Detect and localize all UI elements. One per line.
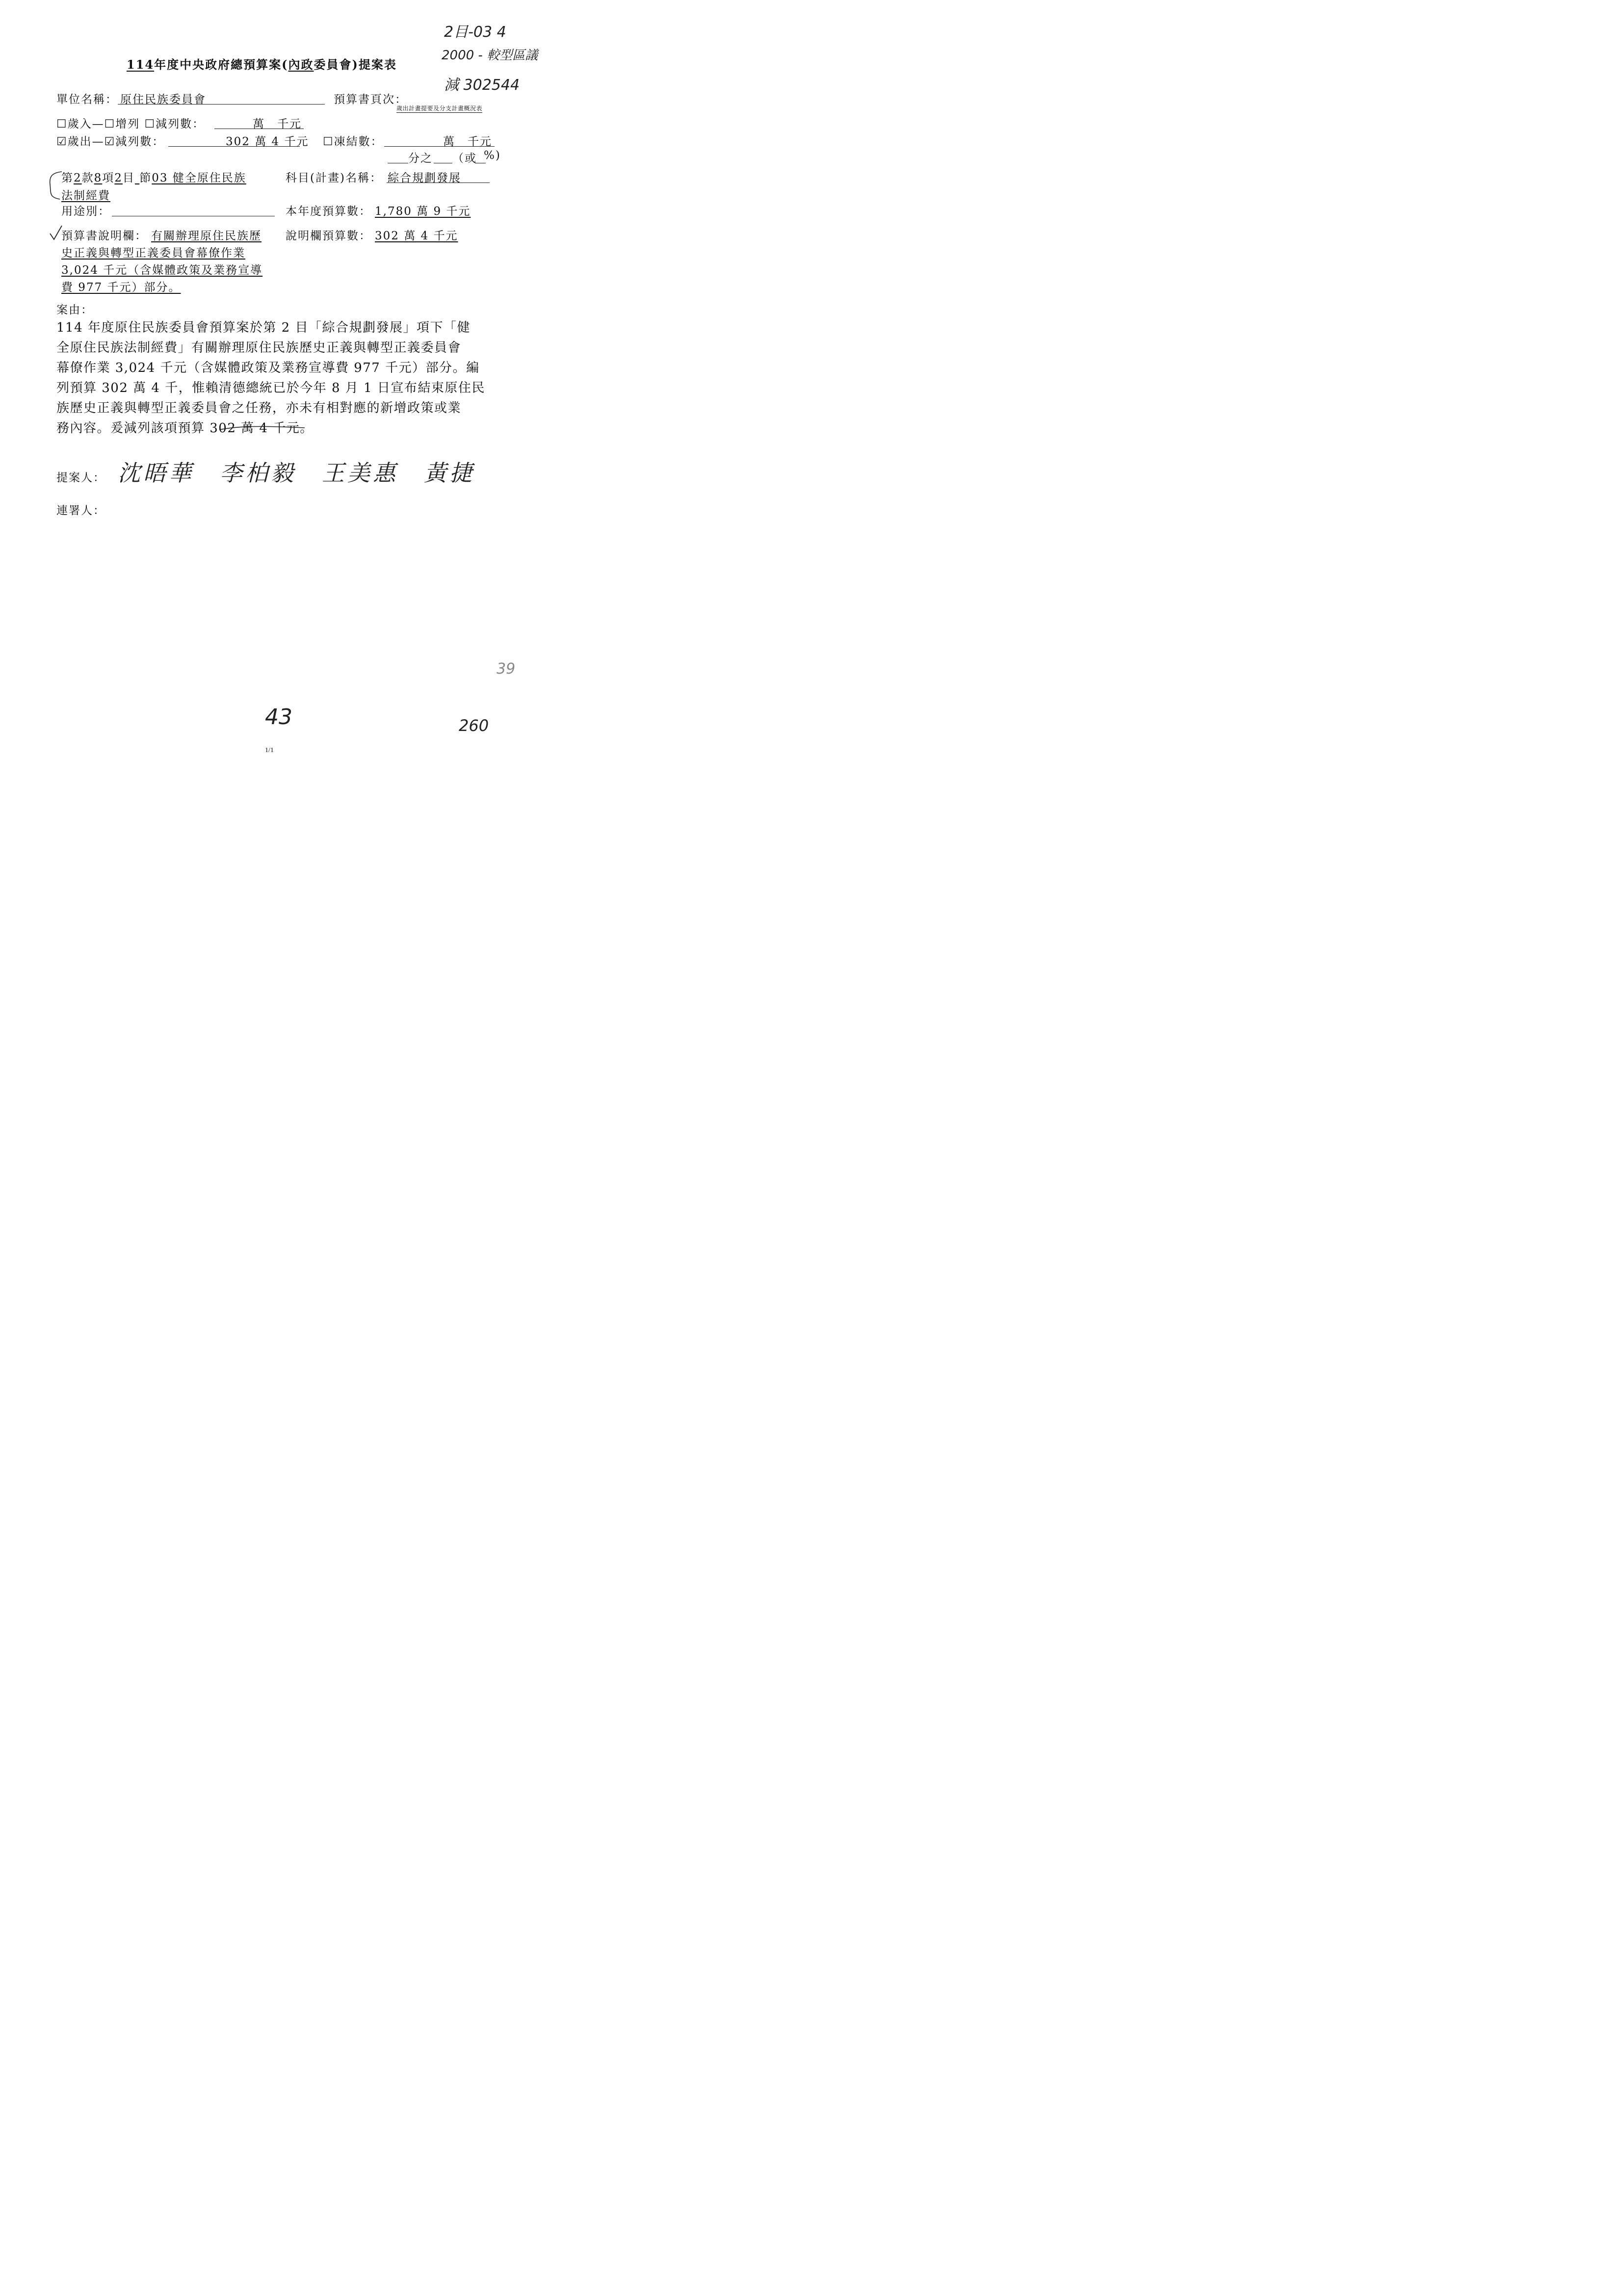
percent-sign: %)	[484, 149, 501, 162]
desc-line2: 史正義與轉型正義委員會幕僚作業	[61, 247, 245, 260]
page-number: 1/1	[265, 747, 274, 754]
handwritten-note: 2000 - 較型區議	[442, 48, 538, 63]
reason-line-last: 務內容。爰減列該項預算 302 萬 4 千元。	[56, 421, 314, 436]
item-code-line2: 法制經費	[61, 189, 110, 202]
page-title: 114年度中央政府總預算案(內政委員會)提案表	[127, 57, 397, 72]
or-percent-label: （或	[452, 152, 477, 165]
subject-value: 綜合規劃發展	[388, 172, 461, 184]
desc-budget-value: 302 萬 4 千元	[375, 230, 458, 242]
unit-label: 單位名稱：	[56, 93, 118, 106]
handwritten-page-39: 39	[497, 660, 516, 678]
freeze-label: ☐凍結數：	[323, 135, 383, 148]
fraction-label: 分之	[408, 152, 433, 165]
handwritten-reduce-note: 減 302544	[444, 77, 520, 94]
proposal-page	[0, 0, 541, 765]
reason-line: 列預算 302 萬 4 千，惟賴清德總統已於今年 8 月 1 日宣布結束原住民	[56, 381, 485, 395]
page-label: 預算書頁次：	[334, 93, 407, 106]
item-code-line: 第2款8項2目 節03 健全原住民族	[61, 172, 246, 184]
income-row-label: ☐歲入—☐增列 ☐減列數：	[56, 118, 205, 130]
reason-line: 幕僚作業 3,024 千元（含媒體政策及業務宣導費 977 千元）部分。編	[56, 361, 480, 375]
reason-line: 全原住民族法制經費」有關辦理原住民族歷史正義與轉型正義委員會	[56, 340, 462, 355]
handwritten-page-260: 260	[459, 716, 489, 735]
handwritten-page-43: 43	[265, 704, 292, 730]
income-amount: 萬 千元	[253, 118, 302, 130]
use-label: 用途別：	[61, 205, 110, 218]
desc-line4: 費 977 千元）部分。	[61, 281, 181, 294]
reason-line: 族歷史正義與轉型正義委員會之任務，亦未有相對應的新增政策或業	[56, 401, 462, 416]
proposer-signatures: 沈晤華 李柏毅 王美惠 黃捷	[118, 460, 475, 486]
desc-line1: 有關辦理原住民族歷	[151, 230, 262, 242]
freeze-amount: 萬 千元	[443, 135, 492, 148]
reason-line: 114 年度原住民族委員會預算案於第 2 目「綜合規劃發展」項下「健	[56, 320, 471, 335]
expense-amount: 302 萬 4 千元	[226, 135, 309, 148]
cosigner-label: 連署人：	[56, 504, 105, 517]
page-sub-note: 歲出計畫提要及分支計畫概況表	[396, 105, 483, 112]
subject-label: 科目(計畫)名稱：	[286, 172, 382, 184]
budget-label: 本年度預算數：	[286, 205, 371, 218]
reason-body	[56, 318, 485, 439]
handwritten-underline	[218, 425, 307, 432]
unit-value: 原住民族委員會	[120, 93, 206, 106]
expense-row-label: ☑歲出—☑減列數：	[56, 135, 165, 148]
handwritten-code: 2目-03 4	[444, 24, 506, 41]
proposer-label: 提案人：	[56, 471, 105, 484]
desc-label: 預算書說明欄：	[61, 230, 147, 242]
budget-value: 1,780 萬 9 千元	[375, 205, 471, 218]
reason-amount: 302 萬 4 千元	[210, 421, 300, 436]
reason-label: 案由：	[56, 304, 93, 316]
desc-budget-label: 說明欄預算數：	[286, 230, 371, 242]
desc-line3: 3,024 千元（含媒體政策及業務宣導	[61, 264, 263, 277]
